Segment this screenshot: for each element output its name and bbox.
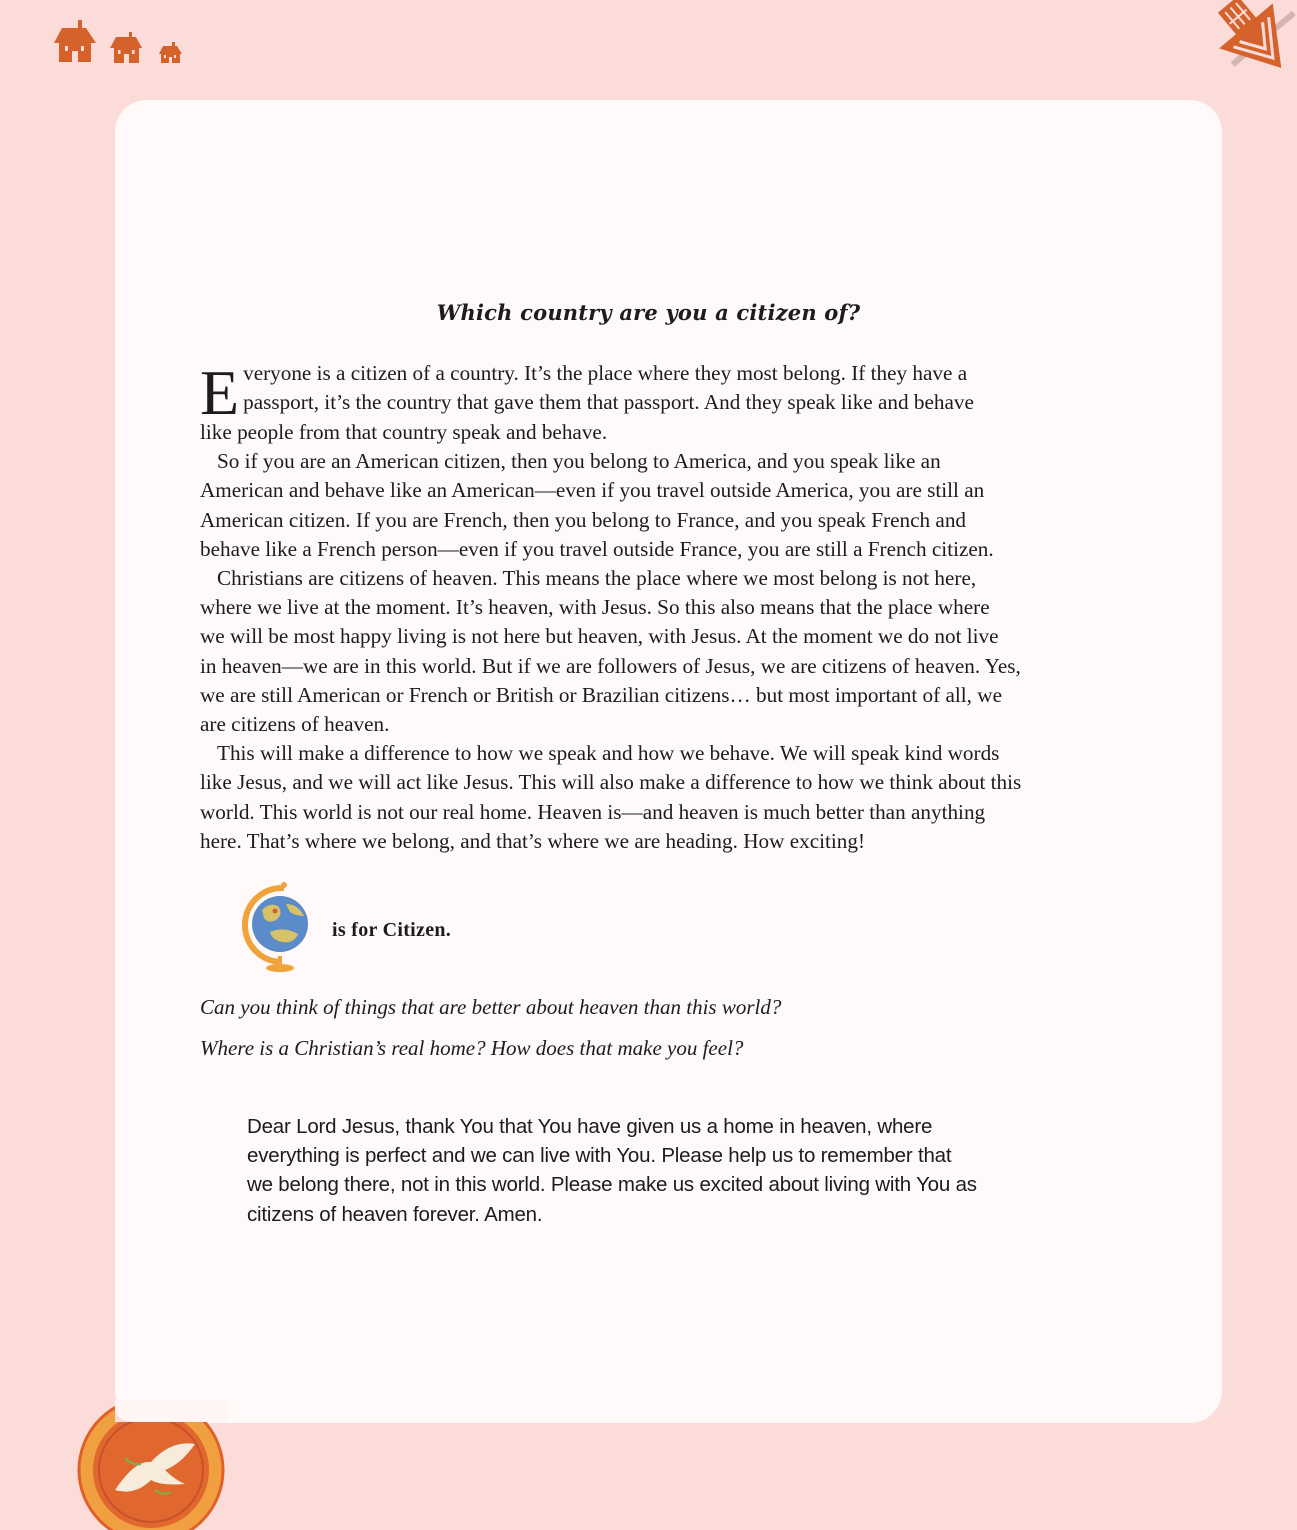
dove-badge-icon (75, 1400, 227, 1530)
houses-icon (52, 18, 192, 68)
text-line: where we live at the moment. It’s heaven, with Jesus. So this also means that the place where (200, 595, 990, 620)
text-line: veryone is a citizen of a country. It’s the place where they most belong. If they have a (243, 361, 968, 385)
text-line: in heaven—we are in this world. But if we are followers of Jesus, we are citizens of heaven. Yes, (200, 653, 1021, 678)
prayer-line: we belong there, not in this world. Please make us excited about living with You as (247, 1173, 977, 1197)
paragraph (200, 564, 1160, 739)
text-line: here. That’s where we belong, and that’s where we are heading. How exciting! (200, 828, 866, 853)
text-line: behave like a French person—even if you travel outside France, you are still a French citizen. (200, 536, 994, 561)
drop-cap: E (200, 357, 240, 428)
prayer (247, 1112, 1127, 1229)
prayer-line: Dear Lord Jesus, thank You that You have given us a home in heaven, where (247, 1115, 933, 1138)
prayer-line: citizens of heaven forever. Amen. (247, 1202, 543, 1226)
text-line: So if you are an American citizen, then you belong to America, and you speak like an (217, 449, 941, 474)
discussion-questions (200, 995, 781, 1077)
text-line: like people from that country speak and behave. (200, 420, 608, 444)
text-line: American citizen. If you are French, then you belong to France, and you speak French and (200, 507, 967, 532)
globe-icon (240, 880, 310, 974)
text-line: passport, it’s the country that gave them that passport. And they speak like and behave (243, 390, 974, 415)
letter-caption: is for Citizen. (332, 919, 452, 941)
question: Can you think of things that are better about heaven than this world? (200, 995, 782, 1019)
crown-icon (1207, 0, 1297, 92)
paragraph (200, 739, 1160, 856)
text-line: we are still American or French or British or Brazilian citizens… but most important of all, we (200, 682, 1002, 707)
paragraph (200, 359, 1160, 447)
text-line: we will be most happy living is not here but heaven, with Jesus. At the moment we do not live (200, 624, 999, 649)
text-line: This will make a difference to how we speak and how we behave. We will speak kind words (217, 741, 1000, 766)
text-line: Christians are citizens of heaven. This means the place where we most belong is not here, (217, 566, 977, 591)
text-line: American and behave like an American—even if you travel outside America, you are still an (200, 478, 985, 503)
paragraph (200, 447, 1160, 564)
prayer-line: everything is perfect and we can live with You. Please help us to remember that (247, 1144, 952, 1168)
question: Where is a Christian’s real home? How does that make you feel? (200, 1036, 744, 1060)
body-text (200, 359, 1160, 856)
text-line: world. This world is not our real home. Heaven is—and heaven is much better than anything (200, 799, 986, 824)
text-line: like Jesus, and we will act like Jesus. This will also make a difference to how we think about this (200, 770, 1022, 795)
page-title: Which country are you a citizen of? (436, 300, 861, 325)
text-line: are citizens of heaven. (200, 712, 390, 737)
